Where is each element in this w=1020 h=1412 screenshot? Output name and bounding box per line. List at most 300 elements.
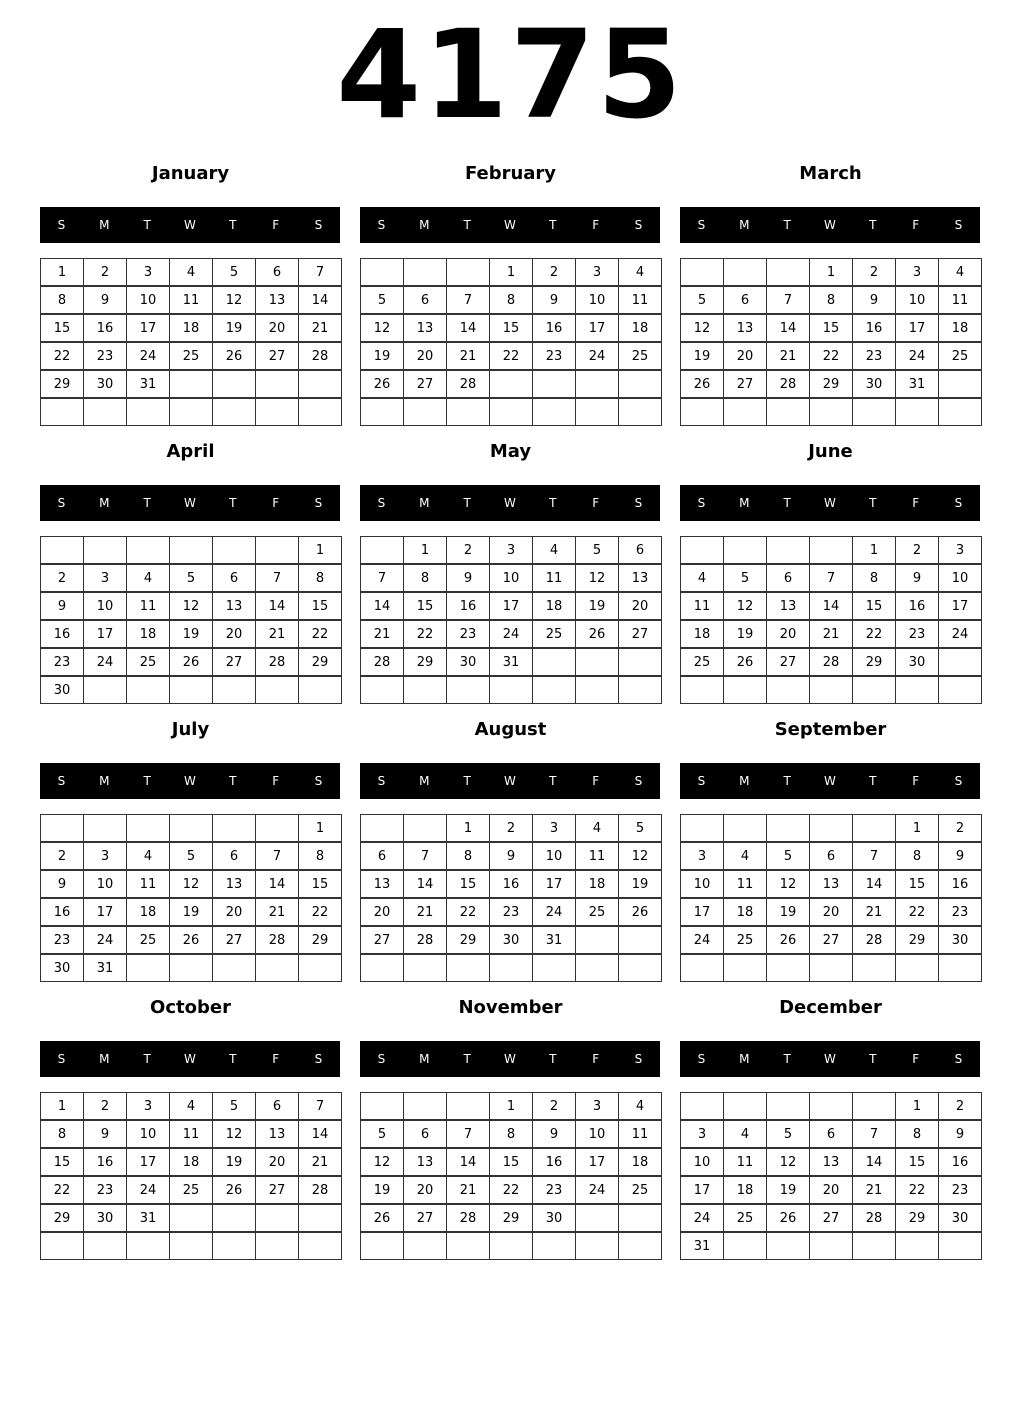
day-cell xyxy=(255,398,299,426)
day-cell: 3 xyxy=(575,258,619,286)
day-cell: 7 xyxy=(255,564,299,592)
day-cell: 23 xyxy=(489,898,533,926)
day-cell xyxy=(212,536,256,564)
day-cell: 19 xyxy=(212,314,256,342)
day-cell: 18 xyxy=(169,314,213,342)
weekday-label: M xyxy=(419,218,430,232)
weekday-label: T xyxy=(783,1052,791,1066)
day-cell: 2 xyxy=(532,1092,576,1120)
day-cell xyxy=(723,814,767,842)
day-cell: 24 xyxy=(489,620,533,648)
day-cell: 10 xyxy=(126,286,170,314)
day-cell xyxy=(212,814,256,842)
day-cell: 19 xyxy=(766,898,810,926)
day-cell: 22 xyxy=(489,1176,533,1204)
day-cell: 30 xyxy=(83,1204,127,1232)
day-cell: 22 xyxy=(446,898,490,926)
weekday-label: S xyxy=(314,218,323,232)
day-cell: 7 xyxy=(446,286,490,314)
day-cell: 24 xyxy=(575,1176,619,1204)
day-cell: 11 xyxy=(532,564,576,592)
day-cell: 30 xyxy=(938,926,982,954)
day-cell xyxy=(126,954,170,982)
day-cell: 2 xyxy=(895,536,939,564)
day-cell xyxy=(403,954,447,982)
day-cell xyxy=(446,1092,490,1120)
day-cell: 20 xyxy=(360,898,404,926)
weekday-header xyxy=(680,1041,980,1077)
weekday-label: F xyxy=(272,1052,280,1066)
day-cell: 4 xyxy=(126,564,170,592)
day-cell: 17 xyxy=(126,314,170,342)
day-cell: 17 xyxy=(680,898,724,926)
day-cell: 2 xyxy=(83,1092,127,1120)
weekday-label: W xyxy=(504,1052,516,1066)
day-cell xyxy=(169,1204,213,1232)
weekday-header xyxy=(40,485,340,521)
day-cell: 4 xyxy=(723,842,767,870)
weekday-label: M xyxy=(419,1052,430,1066)
weekday-label: F xyxy=(912,496,920,510)
day-cell: 7 xyxy=(852,842,896,870)
day-cell xyxy=(809,954,853,982)
day-cell: 4 xyxy=(169,258,213,286)
day-cell: 3 xyxy=(680,842,724,870)
day-cell: 31 xyxy=(126,1204,170,1232)
day-cell: 8 xyxy=(403,564,447,592)
day-cell: 19 xyxy=(723,620,767,648)
day-cell: 26 xyxy=(618,898,662,926)
day-cell: 30 xyxy=(489,926,533,954)
day-cell xyxy=(446,676,490,704)
day-cell xyxy=(255,1232,299,1260)
weekday-label: S xyxy=(634,218,643,232)
day-cell xyxy=(83,536,127,564)
day-cell xyxy=(723,536,767,564)
month-name: February xyxy=(464,163,557,184)
day-cell: 30 xyxy=(938,1204,982,1232)
day-cell xyxy=(532,398,576,426)
weekday-label: S xyxy=(697,774,706,788)
day-cell: 12 xyxy=(766,870,810,898)
day-cell: 9 xyxy=(895,564,939,592)
day-cell xyxy=(532,1232,576,1260)
day-cell: 1 xyxy=(403,536,447,564)
day-cell xyxy=(618,398,662,426)
day-cell xyxy=(766,954,810,982)
day-cell: 30 xyxy=(40,954,84,982)
day-cell: 4 xyxy=(938,258,982,286)
day-cell xyxy=(618,926,662,954)
day-cell xyxy=(723,954,767,982)
day-cell: 14 xyxy=(298,1120,342,1148)
day-cell: 16 xyxy=(938,1148,982,1176)
day-cell xyxy=(852,1232,896,1260)
day-cell: 10 xyxy=(680,1148,724,1176)
day-cell: 7 xyxy=(403,842,447,870)
day-cell xyxy=(532,648,576,676)
weekday-label: M xyxy=(99,218,110,232)
day-cell: 24 xyxy=(895,342,939,370)
day-cell: 5 xyxy=(212,258,256,286)
day-cell: 27 xyxy=(255,342,299,370)
day-cell: 17 xyxy=(83,620,127,648)
day-cell xyxy=(723,1092,767,1120)
day-cell: 27 xyxy=(212,648,256,676)
day-cell: 12 xyxy=(169,870,213,898)
day-cell: 15 xyxy=(446,870,490,898)
day-cell xyxy=(489,370,533,398)
weekday-label: M xyxy=(739,774,750,788)
day-cell xyxy=(255,370,299,398)
day-cell: 30 xyxy=(532,1204,576,1232)
weekday-header xyxy=(360,485,660,521)
day-cell: 7 xyxy=(852,1120,896,1148)
day-cell xyxy=(489,1232,533,1260)
day-cell xyxy=(40,1232,84,1260)
day-cell xyxy=(809,676,853,704)
weekday-label: S xyxy=(954,496,963,510)
day-cell: 9 xyxy=(532,1120,576,1148)
day-cell xyxy=(680,814,724,842)
day-cell: 12 xyxy=(169,592,213,620)
month-name: October xyxy=(150,997,231,1018)
day-cell: 31 xyxy=(489,648,533,676)
day-cell: 3 xyxy=(532,814,576,842)
day-cell: 8 xyxy=(446,842,490,870)
day-cell xyxy=(938,676,982,704)
day-cell: 2 xyxy=(40,564,84,592)
day-cell: 2 xyxy=(40,842,84,870)
day-cell: 6 xyxy=(403,1120,447,1148)
weekday-label: T xyxy=(869,1052,877,1066)
day-cell: 29 xyxy=(809,370,853,398)
day-cell: 11 xyxy=(680,592,724,620)
day-cell: 31 xyxy=(895,370,939,398)
day-cell xyxy=(680,676,724,704)
weekday-label: T xyxy=(143,218,151,232)
weekday-label: T xyxy=(463,1052,471,1066)
day-cell: 28 xyxy=(255,926,299,954)
day-cell: 21 xyxy=(446,1176,490,1204)
day-cell: 6 xyxy=(403,286,447,314)
day-cell: 14 xyxy=(809,592,853,620)
day-cell: 27 xyxy=(403,370,447,398)
day-cell xyxy=(723,676,767,704)
day-cell: 10 xyxy=(489,564,533,592)
day-cell: 11 xyxy=(126,592,170,620)
day-cell xyxy=(40,536,84,564)
day-cell: 15 xyxy=(40,1148,84,1176)
day-cell: 9 xyxy=(489,842,533,870)
day-cell: 17 xyxy=(126,1148,170,1176)
day-grid xyxy=(360,1092,662,1261)
day-cell xyxy=(298,1204,342,1232)
day-cell: 29 xyxy=(298,926,342,954)
day-cell: 17 xyxy=(938,592,982,620)
day-cell xyxy=(169,814,213,842)
day-cell: 21 xyxy=(766,342,810,370)
month-name: June xyxy=(808,441,853,462)
day-cell: 25 xyxy=(575,898,619,926)
day-cell: 28 xyxy=(298,342,342,370)
day-cell: 7 xyxy=(446,1120,490,1148)
day-cell: 23 xyxy=(83,1176,127,1204)
day-grid xyxy=(360,814,662,983)
day-cell: 1 xyxy=(298,536,342,564)
weekday-label: T xyxy=(549,1052,557,1066)
day-cell xyxy=(532,954,576,982)
weekday-label: T xyxy=(143,1052,151,1066)
day-cell xyxy=(126,398,170,426)
day-cell: 4 xyxy=(618,1092,662,1120)
day-cell: 30 xyxy=(852,370,896,398)
day-cell: 11 xyxy=(169,286,213,314)
weekday-label: S xyxy=(377,218,386,232)
day-cell: 15 xyxy=(40,314,84,342)
weekday-label: S xyxy=(697,218,706,232)
day-cell: 21 xyxy=(298,1148,342,1176)
day-cell: 26 xyxy=(766,926,810,954)
day-cell: 8 xyxy=(895,842,939,870)
day-cell xyxy=(169,954,213,982)
day-cell: 10 xyxy=(83,870,127,898)
day-cell: 27 xyxy=(618,620,662,648)
day-cell: 20 xyxy=(212,620,256,648)
day-cell: 11 xyxy=(938,286,982,314)
weekday-label: M xyxy=(419,496,430,510)
day-cell: 19 xyxy=(169,898,213,926)
day-cell: 31 xyxy=(532,926,576,954)
day-cell: 30 xyxy=(83,370,127,398)
weekday-label: F xyxy=(912,218,920,232)
day-cell: 15 xyxy=(403,592,447,620)
day-cell: 16 xyxy=(83,314,127,342)
day-cell: 16 xyxy=(532,1148,576,1176)
weekday-label: S xyxy=(634,496,643,510)
day-cell: 10 xyxy=(938,564,982,592)
day-cell xyxy=(403,1092,447,1120)
month-name: December xyxy=(779,997,882,1018)
day-cell: 14 xyxy=(255,870,299,898)
day-cell: 12 xyxy=(618,842,662,870)
month-name: November xyxy=(458,997,563,1018)
weekday-label: F xyxy=(592,496,600,510)
day-cell: 17 xyxy=(575,1148,619,1176)
weekday-label: W xyxy=(504,496,516,510)
day-cell xyxy=(489,954,533,982)
day-cell: 29 xyxy=(403,648,447,676)
day-cell xyxy=(575,1204,619,1232)
day-cell xyxy=(680,536,724,564)
weekday-label: F xyxy=(272,218,280,232)
day-cell xyxy=(360,536,404,564)
day-cell xyxy=(766,814,810,842)
month-name: August xyxy=(474,719,547,740)
day-cell: 6 xyxy=(212,842,256,870)
day-cell: 16 xyxy=(489,870,533,898)
day-cell: 15 xyxy=(489,1148,533,1176)
day-cell xyxy=(680,398,724,426)
weekday-label: S xyxy=(697,1052,706,1066)
day-cell: 5 xyxy=(169,842,213,870)
day-cell: 12 xyxy=(360,314,404,342)
day-cell: 28 xyxy=(766,370,810,398)
day-cell: 19 xyxy=(169,620,213,648)
day-cell: 29 xyxy=(895,926,939,954)
weekday-label: M xyxy=(419,774,430,788)
day-cell: 5 xyxy=(360,286,404,314)
month-name: September xyxy=(774,719,887,740)
day-cell: 14 xyxy=(446,314,490,342)
day-cell: 24 xyxy=(126,1176,170,1204)
day-cell: 14 xyxy=(298,286,342,314)
day-cell xyxy=(852,1092,896,1120)
day-cell: 31 xyxy=(83,954,127,982)
day-cell: 5 xyxy=(575,536,619,564)
day-cell: 8 xyxy=(298,564,342,592)
day-cell xyxy=(618,954,662,982)
day-cell: 6 xyxy=(766,564,810,592)
weekday-label: T xyxy=(229,1052,237,1066)
day-cell: 25 xyxy=(169,342,213,370)
day-cell: 22 xyxy=(852,620,896,648)
day-cell: 17 xyxy=(532,870,576,898)
day-cell xyxy=(618,648,662,676)
day-cell: 1 xyxy=(489,1092,533,1120)
day-cell xyxy=(83,814,127,842)
day-cell: 16 xyxy=(446,592,490,620)
day-cell: 16 xyxy=(895,592,939,620)
day-cell xyxy=(403,398,447,426)
day-cell xyxy=(360,1232,404,1260)
day-cell: 2 xyxy=(83,258,127,286)
day-cell: 6 xyxy=(360,842,404,870)
weekday-header xyxy=(40,763,340,799)
day-cell xyxy=(575,954,619,982)
weekday-label: F xyxy=(592,1052,600,1066)
weekday-label: M xyxy=(99,1052,110,1066)
day-cell xyxy=(403,258,447,286)
day-cell xyxy=(895,676,939,704)
weekday-label: W xyxy=(504,218,516,232)
day-cell: 3 xyxy=(489,536,533,564)
month-name: May xyxy=(489,441,532,462)
weekday-label: T xyxy=(783,496,791,510)
day-cell: 13 xyxy=(255,1120,299,1148)
day-cell: 2 xyxy=(938,814,982,842)
day-cell: 21 xyxy=(852,1176,896,1204)
day-cell xyxy=(766,1232,810,1260)
day-cell: 16 xyxy=(83,1148,127,1176)
day-cell: 13 xyxy=(809,870,853,898)
day-cell: 23 xyxy=(532,1176,576,1204)
weekday-label: M xyxy=(99,496,110,510)
day-cell: 27 xyxy=(212,926,256,954)
day-cell: 20 xyxy=(723,342,767,370)
day-cell: 24 xyxy=(680,926,724,954)
day-cell: 10 xyxy=(83,592,127,620)
day-cell xyxy=(40,398,84,426)
day-cell xyxy=(723,398,767,426)
day-cell: 11 xyxy=(169,1120,213,1148)
day-cell xyxy=(255,1204,299,1232)
day-cell xyxy=(766,1092,810,1120)
weekday-label: T xyxy=(143,774,151,788)
day-cell: 22 xyxy=(40,1176,84,1204)
day-cell: 10 xyxy=(126,1120,170,1148)
day-cell: 25 xyxy=(938,342,982,370)
day-cell xyxy=(298,370,342,398)
day-cell xyxy=(809,814,853,842)
day-cell: 18 xyxy=(575,870,619,898)
day-cell xyxy=(809,1232,853,1260)
weekday-header xyxy=(40,1041,340,1077)
day-cell: 5 xyxy=(212,1092,256,1120)
day-cell: 9 xyxy=(446,564,490,592)
day-cell: 11 xyxy=(618,1120,662,1148)
day-cell: 6 xyxy=(618,536,662,564)
day-cell: 14 xyxy=(852,870,896,898)
day-cell: 20 xyxy=(212,898,256,926)
day-cell: 21 xyxy=(852,898,896,926)
day-cell: 5 xyxy=(766,1120,810,1148)
day-cell: 24 xyxy=(83,648,127,676)
day-cell: 3 xyxy=(126,1092,170,1120)
day-cell: 23 xyxy=(446,620,490,648)
day-cell xyxy=(446,1232,490,1260)
day-cell: 23 xyxy=(852,342,896,370)
day-cell: 9 xyxy=(83,286,127,314)
day-cell xyxy=(489,398,533,426)
day-cell: 15 xyxy=(298,592,342,620)
day-cell: 8 xyxy=(489,286,533,314)
day-cell: 25 xyxy=(126,926,170,954)
day-cell: 21 xyxy=(809,620,853,648)
day-cell: 23 xyxy=(83,342,127,370)
day-cell: 13 xyxy=(809,1148,853,1176)
day-cell xyxy=(895,954,939,982)
day-cell xyxy=(83,398,127,426)
day-cell xyxy=(212,1204,256,1232)
day-cell: 12 xyxy=(680,314,724,342)
weekday-label: M xyxy=(739,218,750,232)
day-cell: 27 xyxy=(360,926,404,954)
day-cell xyxy=(895,398,939,426)
day-cell xyxy=(766,258,810,286)
day-cell: 29 xyxy=(446,926,490,954)
day-cell: 3 xyxy=(938,536,982,564)
day-cell: 20 xyxy=(403,342,447,370)
day-cell: 5 xyxy=(360,1120,404,1148)
day-cell: 7 xyxy=(255,842,299,870)
weekday-label: T xyxy=(229,496,237,510)
day-cell: 25 xyxy=(169,1176,213,1204)
day-cell: 20 xyxy=(255,1148,299,1176)
weekday-label: S xyxy=(697,496,706,510)
weekday-label: T xyxy=(869,496,877,510)
weekday-label: W xyxy=(824,218,836,232)
day-cell xyxy=(403,676,447,704)
day-cell xyxy=(618,1204,662,1232)
day-cell: 23 xyxy=(938,1176,982,1204)
day-cell: 13 xyxy=(403,1148,447,1176)
weekday-label: W xyxy=(184,1052,196,1066)
weekday-label: S xyxy=(954,1052,963,1066)
day-cell: 5 xyxy=(618,814,662,842)
day-cell: 24 xyxy=(938,620,982,648)
day-cell: 27 xyxy=(809,926,853,954)
